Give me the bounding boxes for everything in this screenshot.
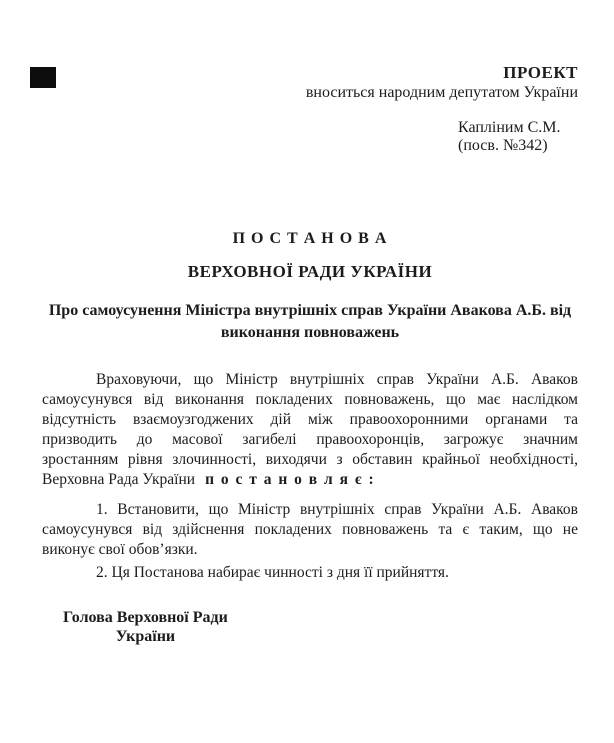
resolution-authority: ВЕРХОВНОЇ РАДИ УКРАЇНИ [187,262,433,281]
resolves-clause [42,470,578,490]
resolution-item-1 [42,500,578,560]
resolves-clause-bold: п о с т а н о в л я є : [205,471,376,488]
signature-title-block [63,608,228,646]
doc-title-line1: Про самоусунення Міністра внутрішніх справ України Авакова А.Б. від [48,302,572,319]
submission-note: вноситься народним депутатом України [305,84,578,101]
resolution-heading: П О С Т А Н О В А [232,230,388,247]
document-page [0,63,614,743]
preamble-paragraph [42,370,578,490]
resolves-clause-regular: Верховна Рада України [42,471,196,488]
preamble-line: зростанням рівня злочинності, виходячи з обставин крайньої необхідності, [42,451,578,468]
author-credential: (посв. №342) [458,137,548,154]
resolution-item-2: 2. Ця Постанова набирає чинності з дня її прийняття. [96,564,449,581]
resolution-items [42,500,578,583]
item1-line: 1. Встановити, що Міністр внутрішніх справ України А.Б. Аваков [96,501,578,518]
doc-title-line2: виконання повноважень [220,324,400,341]
scan-artifact-square [30,67,56,88]
item1-line: виконує свої обов’язки. [42,541,198,558]
preamble-line: призводить до масової загибелі правоохоронців, загрожує значним [42,431,578,448]
preamble-line: відсутність взаємоузгоджених дій між правоохоронними органами та [42,411,578,428]
preamble-line: Враховуючи, що Міністр внутрішніх справ України А.Б. Аваков [96,371,578,388]
doc-type-label: ПРОЕКТ [503,63,578,82]
author-name: Капліним С.М. [458,119,561,136]
document-header [42,63,578,102]
author-block [458,119,578,155]
signature-title-line1: Голова Верховної Ради [63,609,228,626]
signature-title-line2: України [115,628,176,645]
item1-line: самоусунувся від здійснення покладених повноважень та є таким, що не [42,521,578,538]
preamble-line: самоусунувся від виконання покладених повноважень, що має наслідком [42,391,578,408]
doc-title [42,300,578,344]
